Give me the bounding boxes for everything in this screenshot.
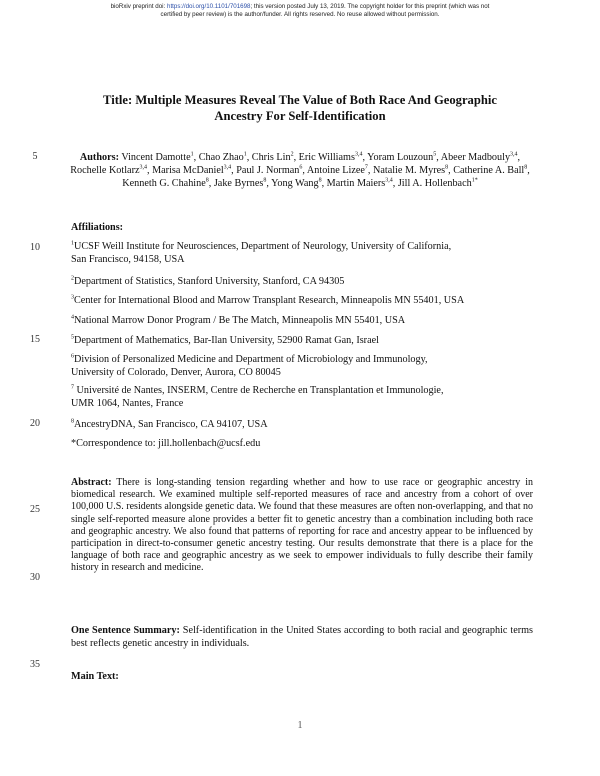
one-sentence-summary: [71, 624, 533, 650]
authors-label: Authors:: [79, 152, 119, 163]
affiliation-item: $^4$National Marrow Donor Program / Be The Match, Minneapolis MN 55401, USA: [71, 314, 406, 326]
author-name: Catherine A. Ball: [453, 165, 525, 176]
author-affiliation-mark: 1*: [471, 177, 478, 184]
author-name: Yong Wang: [271, 178, 319, 189]
line-number: 5: [32, 151, 38, 162]
affiliations-heading: Affiliations:: [71, 222, 124, 233]
author-name: Chao Zhao: [198, 152, 244, 163]
author-affiliation-mark: 3,4: [510, 151, 518, 158]
correspondence: *Correspondence to: jill.hollenbach@ucsf.edu: [71, 438, 261, 449]
title-line2: Ancestry For Self-Identification: [214, 109, 386, 123]
author-name: Eric Williams: [298, 152, 355, 163]
author-name: Abeer Madbouly: [440, 152, 511, 163]
author-affiliation-mark: 8: [445, 164, 449, 171]
paper-title: [70, 92, 530, 124]
notice-line2: certified by peer review) is the author/funder. All rights reserved. No reuse allowed without permission.: [160, 11, 440, 18]
abstract-label: Abstract:: [71, 477, 112, 488]
author-name: Jake Byrnes: [213, 178, 264, 189]
author-affiliation-mark: 7: [364, 164, 368, 171]
abstract-text: There is long-standing tension regarding whether and how to use race or geographic ancestry in biomedical research. We examined multiple self-reported measures of race and ancestry from a cohort of over 100,000 U.S. residents alongside genetic data. We found that these measures are often non-overlapping, and that no single self-reported measure alone provides a better fit to genetic ancestry than a combination including both race and geographic ancestry. We also found that patterns of reporting for race and ancestry appear to be influenced by participation in direct-to-consumer genetic ancestry testing. Our results demonstrate that there is a place for the language of both race and geographic ancestry as we seek to empower individuals to fully describe their family history in research and medicine.: [71, 477, 533, 574]
affiliation-item: $^6$Division of Personalized Medicine and Department of Microbiology and Immunology, University of Colorado, Denver, Aurora, CO 80045: [71, 353, 428, 378]
line-number: 20: [30, 418, 40, 429]
author-name: Yoram Louzoun: [367, 152, 434, 163]
author-affiliation-mark: 3,4: [354, 151, 363, 158]
notice-prefix: bioRxiv preprint doi:: [110, 3, 167, 10]
author-affiliation-mark: 8: [524, 164, 528, 171]
affiliation-item: $^8$AncestryDNA, San Francisco, CA 94107, USA: [71, 418, 268, 430]
notice-rest: ; this version posted July 13, 2019. The copyright holder for this preprint (which was not: [250, 3, 490, 10]
summary-text: Self-identification in the United States according to both racial and geographic terms best reflects genetic ancestry in individuals.: [71, 625, 533, 649]
author-name: Paul J. Norman: [236, 165, 300, 176]
author-name: Vincent Damotte: [121, 152, 191, 163]
title-line1: Title: Multiple Measures Reveal The Value of Both Race And Geographic: [103, 93, 497, 107]
line-number: 15: [30, 334, 40, 345]
author-affiliation-mark: 3,4: [223, 164, 232, 171]
line-number: 10: [30, 242, 40, 253]
author-affiliation-mark: 6: [299, 164, 303, 171]
doi-link[interactable]: https://doi.org/10.1101/701698: [167, 3, 251, 10]
affiliation-item: $^3$Center for International Blood and Marrow Transplant Research, Minneapolis MN 55401, USA: [71, 294, 465, 306]
affiliation-item: $^2$Department of Statistics, Stanford University, Stanford, CA 94305: [71, 275, 345, 287]
author-affiliation-mark: 8: [318, 177, 322, 184]
author-affiliation-mark: 1: [243, 151, 247, 158]
author-name: Natalie M. Myres: [373, 165, 446, 176]
author-name: Rochelle Kotlarz: [70, 165, 140, 176]
author-name: Marisa McDaniel: [152, 165, 224, 176]
affiliation-item: $^5$Department of Mathematics, Bar-Ilan University, 52900 Ramat Gan, Israel: [71, 334, 379, 346]
author-affiliation-mark: 8: [205, 177, 209, 184]
author-name: Martin Maiers: [326, 178, 386, 189]
author-name: Chris Lin: [251, 152, 291, 163]
main-text-heading: Main Text:: [71, 671, 119, 682]
author-name: Jill A. Hollenbach: [397, 178, 472, 189]
author-affiliation-mark: 5: [433, 151, 437, 158]
abstract: [71, 477, 533, 575]
affiliation-item: $^7$ Université de Nantes, INSERM, Centre de Recherche en Transplantation et Immunologie, UMR 1064, Nantes, France: [71, 384, 444, 409]
line-number: 30: [30, 572, 40, 583]
author-affiliation-mark: 3,4: [385, 177, 393, 184]
author-affiliation-mark: 1: [190, 151, 194, 158]
summary-label: One Sentence Summary:: [71, 625, 180, 636]
affiliation-item: $^1$UCSF Weill Institute for Neurosciences, Department of Neurology, University of California, San Francisco, 94158, USA: [71, 240, 452, 265]
author-affiliation-mark: 2: [290, 151, 294, 158]
author-list: Vincent Damotte$^1$, Chao Zhao$^1$, Chris Lin$^2$, Eric Williams$^{3,4}$, Yoram Louzoun$^5$, Abeer Madbouly$^{3,4}$, Rochelle Kotlarz$^{3,4}$, Marisa McDaniel$^{3,4}$, Paul J. Norman$^6$, Antoine Lizee$^7$, Natalie M. Myres$^8$, Catherine A. Ball$^8$, Kenneth G. Chahine$^8$, Jake Byrnes$^8$, Yong Wang$^8$, Martin Maiers$^{3,4}$, Jill A. Hollenbach$^{1*}$: [70, 151, 530, 189]
authors-block: [70, 151, 530, 190]
author-name: Antoine Lizee: [306, 165, 365, 176]
author-affiliation-mark: 8: [263, 177, 267, 184]
page-number: 1: [297, 720, 303, 731]
line-number: 35: [30, 659, 40, 670]
author-name: Kenneth G. Chahine: [122, 178, 206, 189]
author-affiliation-mark: 3,4: [139, 164, 147, 171]
preprint-notice: [0, 3, 600, 19]
line-number: 25: [30, 504, 40, 515]
